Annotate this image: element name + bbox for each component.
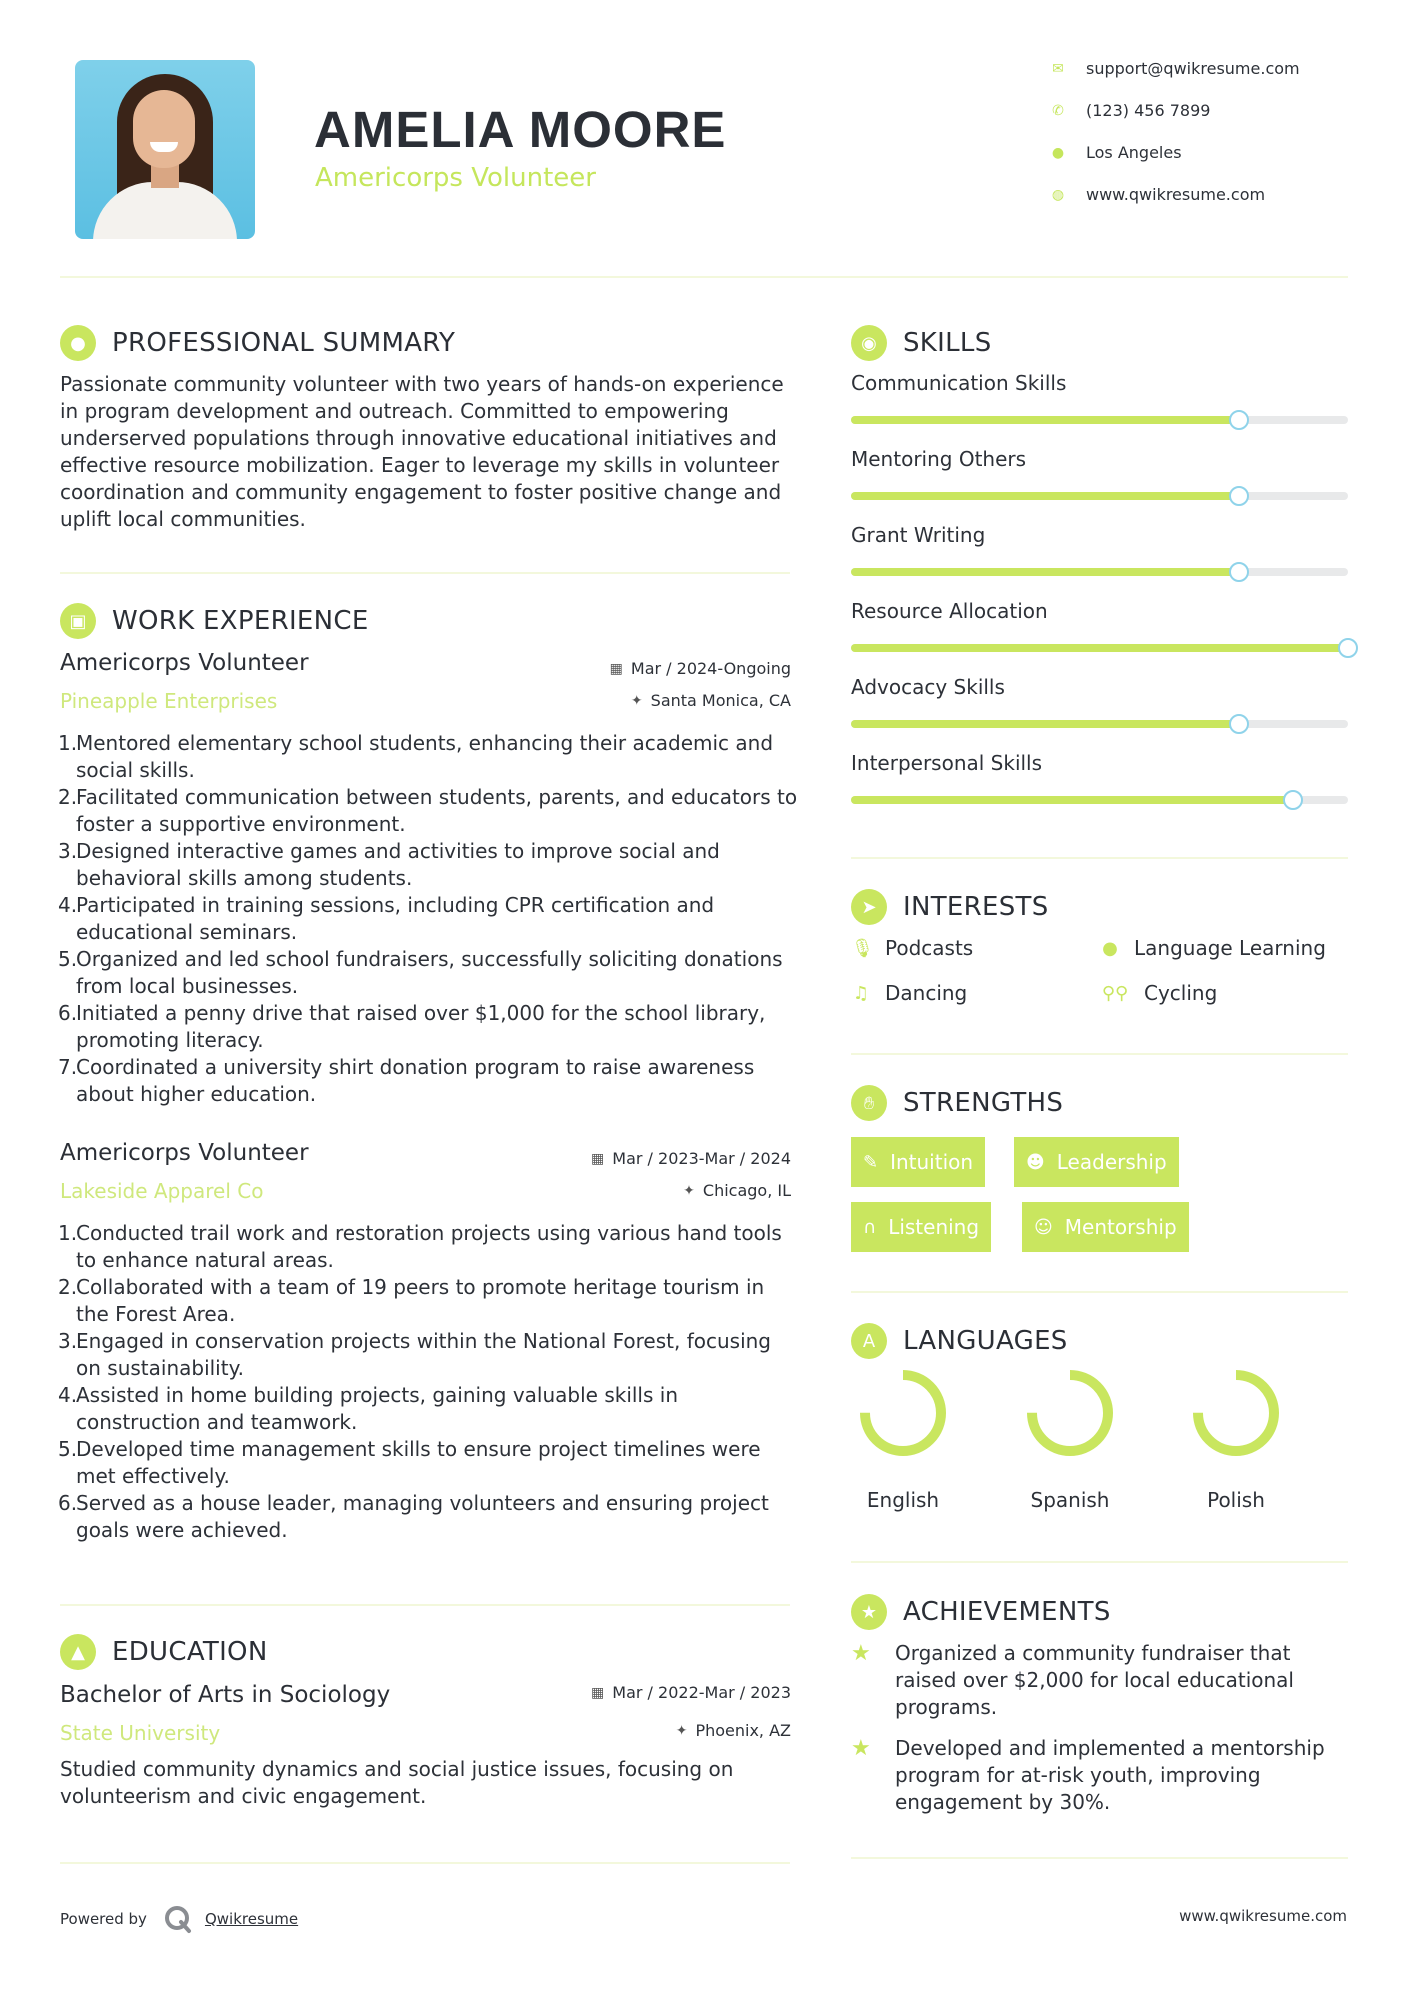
language-level-ring — [858, 1368, 948, 1458]
skill-slider-knob — [1229, 486, 1249, 506]
magic-wand-icon: ✎ — [863, 1151, 879, 1173]
powered-by: Powered by Qwikresume — [60, 1904, 298, 1934]
globe-icon: ◍ — [1051, 186, 1065, 203]
list-item: 4. Participated in training sessions, including CPR certification and educational seminars. — [58, 893, 715, 944]
education-text: Studied community dynamics and social justice issues, focusing on volunteerism and civic engagement. — [60, 1757, 734, 1808]
language-level-ring — [1191, 1368, 1281, 1458]
skill-slider-knob — [1338, 638, 1358, 658]
headphones-icon: ∩ — [863, 1216, 877, 1238]
skill-bar-fill — [851, 796, 1293, 804]
calendar-icon: ▦ — [609, 660, 623, 677]
skill-name: Interpersonal Skills — [851, 751, 1043, 775]
skill-slider-knob — [1229, 714, 1249, 734]
pushpin-icon: ✦ — [630, 692, 643, 709]
profile-photo — [75, 60, 255, 239]
job-role: Americorps Volunteer — [60, 650, 309, 676]
hand-icon: ✋︎ — [851, 1085, 887, 1121]
skills-divider — [851, 857, 1348, 859]
list-item: 3. Designed interactive games and activities to improve social and behavioral skills among students. — [58, 839, 720, 890]
list-item: 3. Engaged in conservation projects within the National Forest, focusing on sustainability. — [58, 1329, 771, 1380]
list-item: 1. Conducted trail work and restoration projects using various hand tools to enhance natural areas. — [58, 1221, 782, 1272]
language-label: Polish — [1207, 1488, 1265, 1512]
summary-text: Passionate community volunteer with two years of hands-on experience in program development and outreach. Committed to empowering underserved populations through innovative educational initiatives and effective resource mobilization. Eager to leverage my skills in volunteer coordination and community engagement to foster positive change and uplift local communities. — [60, 372, 784, 531]
user-plus-icon: ☺ — [1034, 1216, 1053, 1238]
contact-location — [1050, 143, 1182, 162]
skill-slider-knob — [1229, 410, 1249, 430]
education-degree: Bachelor of Arts in Sociology — [60, 1682, 391, 1708]
education-location: ✦ Phoenix, AZ — [675, 1721, 791, 1740]
summary-divider — [60, 572, 790, 574]
list-item: 6. Initiated a penny drive that raised over $1,000 for the school library, promoting literacy. — [58, 1001, 766, 1052]
graduation-cap-icon: ▲ — [60, 1634, 96, 1670]
music-note-icon: ♫ — [852, 982, 870, 1004]
work-heading: ▣ WORK EXPERIENCE — [60, 603, 369, 639]
users-icon: ☻ — [1026, 1151, 1045, 1173]
lightbulb-icon: ◉ — [851, 325, 887, 361]
list-item: 7. Coordinated a university shirt donation program to raise awareness about higher education. — [58, 1055, 755, 1106]
skill-name: Grant Writing — [851, 523, 986, 547]
languages-heading: A LANGUAGES — [851, 1323, 1068, 1359]
interest-item: 🎙︎ Podcasts — [851, 936, 974, 960]
qwikresume-link[interactable]: Qwikresume — [204, 1910, 299, 1928]
strengths-heading: ✋︎ STRENGTHS — [851, 1085, 1063, 1121]
interest-item: ● Language Learning — [1100, 936, 1326, 960]
header-divider — [60, 276, 1348, 278]
calendar-icon: ▦ — [591, 1150, 605, 1167]
location-pin-icon: ● — [1051, 144, 1065, 161]
skill-slider-knob — [1229, 562, 1249, 582]
skill-bar — [851, 644, 1348, 652]
briefcase-icon: ▣ — [60, 603, 96, 639]
education-school: State University — [60, 1721, 221, 1745]
paper-plane-icon: ➤ — [851, 889, 887, 925]
job-bullets — [58, 730, 798, 1108]
job-location: ✦ Chicago, IL — [683, 1181, 791, 1200]
skill-bar-fill — [851, 720, 1239, 728]
skill-name: Advocacy Skills — [851, 675, 1005, 699]
star-icon: ★ — [851, 1641, 871, 1666]
skill-slider-knob — [1283, 790, 1303, 810]
interest-item: ♫ Dancing — [852, 981, 968, 1005]
education-heading: ▲ EDUCATION — [60, 1634, 268, 1670]
skill-bar — [851, 492, 1348, 500]
languages-divider — [851, 1561, 1348, 1563]
footer-website[interactable]: www.qwikresume.com — [1179, 1907, 1347, 1925]
skill-bar-fill — [851, 416, 1239, 424]
user-icon: ● — [60, 325, 96, 361]
skill-name: Communication Skills — [851, 371, 1067, 395]
job-company: Lakeside Apparel Co — [60, 1179, 264, 1203]
list-item: 6. Served as a house leader, managing volunteers and ensuring project goals were achieved. — [58, 1491, 769, 1542]
contact-phone[interactable] — [1050, 101, 1210, 120]
language-level-ring — [1025, 1368, 1115, 1458]
skills-heading: ◉ SKILLS — [851, 325, 992, 361]
language-label: Spanish — [1030, 1488, 1110, 1512]
job-location: ✦ Santa Monica, CA — [630, 691, 791, 710]
envelope-icon: ✉ — [1052, 60, 1064, 77]
bicycle-icon: ⚲⚲ — [1101, 982, 1129, 1004]
list-item: 2. Collaborated with a team of 19 peers to promote heritage tourism in the Forest Area. — [58, 1275, 765, 1326]
candidate-title: Americorps Volunteer — [315, 163, 596, 193]
job-dates: ▦ Mar / 2023-Mar / 2024 — [591, 1149, 791, 1168]
contact-email-text: support@qwikresume.com — [1086, 59, 1300, 78]
microphone-icon: 🎙︎ — [851, 937, 874, 959]
interest-item: ⚲⚲ Cycling — [1101, 981, 1218, 1005]
strength-chip: ☺ Mentorship — [1022, 1202, 1189, 1252]
education-divider — [60, 1862, 790, 1864]
achievement-item: ★ Organized a community fundraiser that raised over $2,000 for local educational programs. — [851, 1641, 1294, 1719]
skill-bar — [851, 720, 1348, 728]
skill-bar-fill — [851, 492, 1239, 500]
job-bullets — [58, 1220, 798, 1544]
list-item: 2. Facilitated communication between students, parents, and educators to foster a supportive environment. — [58, 785, 798, 836]
trophy-icon: ★ — [851, 1594, 887, 1630]
language-icon: A — [851, 1323, 887, 1359]
pushpin-icon: ✦ — [675, 1722, 688, 1739]
skill-bar — [851, 416, 1348, 424]
strength-chip: ☻ Leadership — [1014, 1137, 1179, 1187]
list-item: 4. Assisted in home building projects, gaining valuable skills in construction and teamwork. — [58, 1383, 679, 1434]
list-item: 5. Organized and led school fundraisers, successfully soliciting donations from local businesses. — [58, 947, 783, 998]
contact-phone-text: (123) 456 7899 — [1086, 101, 1211, 120]
contact-website[interactable] — [1050, 185, 1265, 204]
list-item: 1. Mentored elementary school students, enhancing their academic and social skills. — [58, 731, 774, 782]
job-role: Americorps Volunteer — [60, 1140, 309, 1166]
skill-name: Resource Allocation — [851, 599, 1048, 623]
list-item: 5. Developed time management skills to ensure project timelines were met effectively. — [58, 1437, 761, 1488]
interests-divider — [851, 1053, 1348, 1055]
achievement-item: ★ Developed and implemented a mentorship program for at-risk youth, improving engagement by 30%. — [851, 1736, 1325, 1814]
strength-chip: ✎ Intuition — [851, 1137, 985, 1187]
work-divider — [60, 1604, 790, 1606]
contact-website-text: www.qwikresume.com — [1086, 185, 1266, 204]
strength-chip: ∩ Listening — [851, 1202, 991, 1252]
education-dates: ▦ Mar / 2022-Mar / 2023 — [591, 1683, 791, 1702]
skill-bar — [851, 796, 1348, 804]
achievements-divider — [851, 1857, 1348, 1859]
pushpin-icon: ✦ — [683, 1182, 695, 1199]
skill-bar-fill — [851, 568, 1239, 576]
star-icon: ★ — [851, 1736, 871, 1761]
achievements-heading: ★ ACHIEVEMENTS — [851, 1594, 1111, 1630]
candidate-name: AMELIA MOORE — [314, 101, 727, 158]
qwikresume-logo-icon — [163, 1904, 193, 1934]
language-label: English — [866, 1488, 940, 1512]
globe-icon: ● — [1102, 937, 1118, 959]
phone-icon: ✆ — [1052, 102, 1064, 119]
interests-heading: ➤ INTERESTS — [851, 889, 1049, 925]
job-dates: ▦ Mar / 2024-Ongoing — [609, 659, 791, 678]
contact-email[interactable] — [1050, 59, 1300, 78]
strengths-divider — [851, 1291, 1348, 1293]
skill-bar — [851, 568, 1348, 576]
skill-bar-fill — [851, 644, 1348, 652]
summary-heading: ● PROFESSIONAL SUMMARY — [60, 325, 455, 361]
contact-location-text: Los Angeles — [1086, 143, 1182, 162]
skill-name: Mentoring Others — [851, 447, 1027, 471]
calendar-icon: ▦ — [591, 1684, 605, 1701]
job-company: Pineapple Enterprises — [60, 689, 278, 713]
